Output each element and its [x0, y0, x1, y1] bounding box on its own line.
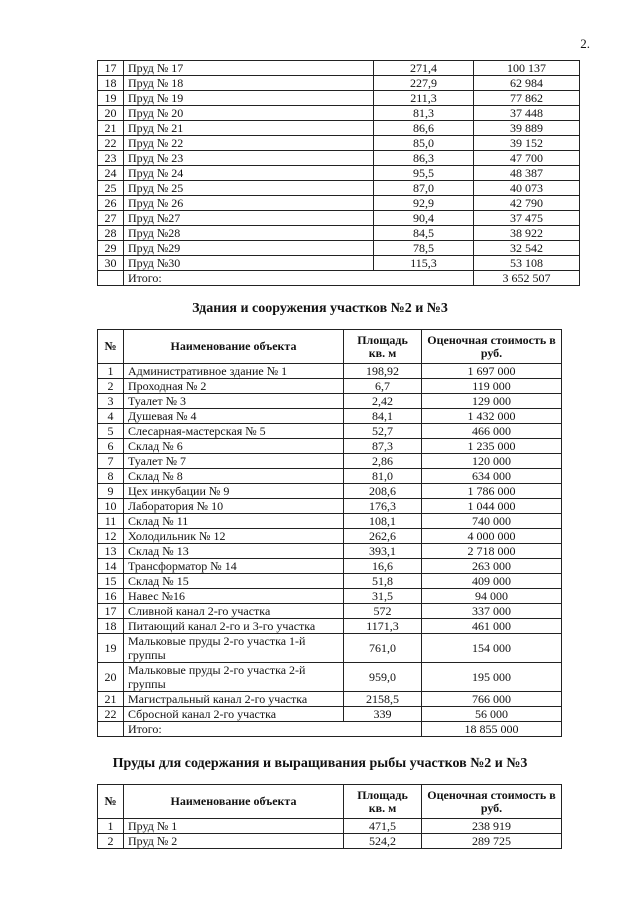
- row-name: Питающий канал 2-го и 3-го участка: [124, 619, 344, 634]
- row-value: 53 108: [474, 256, 580, 271]
- table-row: [98, 514, 562, 529]
- row-value: 47 700: [474, 151, 580, 166]
- row-value: 37 475: [474, 211, 580, 226]
- section-title-buildings: Здания и сооружения участков №2 и №3: [192, 301, 448, 316]
- header-area: Площадь кв. м: [344, 785, 422, 819]
- row-name: Пруд № 23: [124, 151, 374, 166]
- table-row: [98, 454, 562, 469]
- row-name: Пруд № 2: [124, 834, 344, 849]
- row-value: 129 000: [422, 394, 562, 409]
- row-value: 766 000: [422, 692, 562, 707]
- page-number: 2.: [580, 36, 590, 51]
- row-value: 1 697 000: [422, 364, 562, 379]
- row-value: 56 000: [422, 707, 562, 722]
- row-name: Трансформатор № 14: [124, 559, 344, 574]
- row-value: 120 000: [422, 454, 562, 469]
- row-number: 6: [98, 439, 124, 454]
- row-number: 22: [98, 136, 124, 151]
- row-area: 572: [344, 604, 422, 619]
- row-name: Душевая № 4: [124, 409, 344, 424]
- row-name: Административное здание № 1: [124, 364, 344, 379]
- header-number: №: [98, 785, 124, 819]
- row-name: Пруд № 20: [124, 106, 374, 121]
- row-number: 17: [98, 604, 124, 619]
- row-value: 39 889: [474, 121, 580, 136]
- row-number: 17: [98, 61, 124, 76]
- row-area: 471,5: [344, 819, 422, 834]
- row-area: 393,1: [344, 544, 422, 559]
- total-row: [98, 271, 580, 286]
- row-name: Туалет № 7: [124, 454, 344, 469]
- row-value: 4 000 000: [422, 529, 562, 544]
- table-row: [98, 166, 580, 181]
- row-name: Слесарная-мастерская № 5: [124, 424, 344, 439]
- row-name: Сбросной канал 2-го участка: [124, 707, 344, 722]
- row-value: 2 718 000: [422, 544, 562, 559]
- row-area: 81,0: [344, 469, 422, 484]
- row-area: 198,92: [344, 364, 422, 379]
- row-name: Пруд № 1: [124, 819, 344, 834]
- table-row: [98, 439, 562, 454]
- row-value: 740 000: [422, 514, 562, 529]
- row-value: 466 000: [422, 424, 562, 439]
- table-row: [98, 634, 562, 663]
- row-number: 5: [98, 424, 124, 439]
- row-name: Пруд № 19: [124, 91, 374, 106]
- row-area: 339: [344, 707, 422, 722]
- row-area: 90,4: [374, 211, 474, 226]
- section-title-ponds: Пруды для содержания и выращивания рыбы участков №2 и №3: [112, 756, 528, 771]
- row-number: 16: [98, 589, 124, 604]
- row-area: 51,8: [344, 574, 422, 589]
- row-number: 27: [98, 211, 124, 226]
- table-row: [98, 196, 580, 211]
- row-name: Пруд № 25: [124, 181, 374, 196]
- row-area: 2158,5: [344, 692, 422, 707]
- row-name: Пруд № 18: [124, 76, 374, 91]
- row-number: 7: [98, 454, 124, 469]
- row-area: 84,5: [374, 226, 474, 241]
- row-number: 9: [98, 484, 124, 499]
- row-area: 761,0: [344, 634, 422, 663]
- row-number: 3: [98, 394, 124, 409]
- row-name: Проходная № 2: [124, 379, 344, 394]
- row-area: 87,3: [344, 439, 422, 454]
- table-row: [98, 559, 562, 574]
- row-number: 8: [98, 469, 124, 484]
- row-number: 15: [98, 574, 124, 589]
- table-row: [98, 121, 580, 136]
- row-value: 38 922: [474, 226, 580, 241]
- row-name: Склад № 13: [124, 544, 344, 559]
- row-value: 62 984: [474, 76, 580, 91]
- row-value: 154 000: [422, 634, 562, 663]
- row-name: Пруд №28: [124, 226, 374, 241]
- table-row: [98, 707, 562, 722]
- table-row: [98, 76, 580, 91]
- row-value: 263 000: [422, 559, 562, 574]
- row-value: 94 000: [422, 589, 562, 604]
- table-row: [98, 409, 562, 424]
- table-row: [98, 819, 562, 834]
- table-row: [98, 424, 562, 439]
- row-area: 108,1: [344, 514, 422, 529]
- row-value: 1 235 000: [422, 439, 562, 454]
- row-name: Навес №16: [124, 589, 344, 604]
- row-value: 77 862: [474, 91, 580, 106]
- row-area: 86,3: [374, 151, 474, 166]
- row-area: 262,6: [344, 529, 422, 544]
- table-row: [98, 226, 580, 241]
- row-number: 19: [98, 634, 124, 663]
- row-value: 409 000: [422, 574, 562, 589]
- row-name: Цех инкубации № 9: [124, 484, 344, 499]
- row-area: 95,5: [374, 166, 474, 181]
- table-row: [98, 379, 562, 394]
- row-number: 11: [98, 514, 124, 529]
- row-value: 42 790: [474, 196, 580, 211]
- table-row: [98, 544, 562, 559]
- row-name: Сливной канал 2-го участка: [124, 604, 344, 619]
- table-row: [98, 469, 562, 484]
- table-row: [98, 61, 580, 76]
- row-area: 115,3: [374, 256, 474, 271]
- row-name: Пруд № 21: [124, 121, 374, 136]
- row-name: Пруд №30: [124, 256, 374, 271]
- ponds-table: [97, 784, 562, 849]
- row-value: 40 073: [474, 181, 580, 196]
- table-row: [98, 692, 562, 707]
- table-row: [98, 499, 562, 514]
- buildings-table: [97, 329, 562, 737]
- row-value: 238 919: [422, 819, 562, 834]
- table-row: [98, 241, 580, 256]
- row-value: 119 000: [422, 379, 562, 394]
- table-row: [98, 91, 580, 106]
- row-value: 289 725: [422, 834, 562, 849]
- row-value: 32 542: [474, 241, 580, 256]
- table-row: [98, 211, 580, 226]
- row-number: 10: [98, 499, 124, 514]
- row-area: 959,0: [344, 663, 422, 692]
- row-number: 30: [98, 256, 124, 271]
- row-name: Пруд № 26: [124, 196, 374, 211]
- row-number: 26: [98, 196, 124, 211]
- total-empty-cell: [98, 271, 124, 286]
- row-area: 227,9: [374, 76, 474, 91]
- table-row: [98, 151, 580, 166]
- table-row: [98, 181, 580, 196]
- row-number: 20: [98, 106, 124, 121]
- table-row: [98, 619, 562, 634]
- table-row: [98, 604, 562, 619]
- row-name: Пруд № 22: [124, 136, 374, 151]
- row-number: 14: [98, 559, 124, 574]
- row-value: 48 387: [474, 166, 580, 181]
- row-number: 2: [98, 834, 124, 849]
- row-value: 1 044 000: [422, 499, 562, 514]
- row-number: 12: [98, 529, 124, 544]
- row-name: Холодильник № 12: [124, 529, 344, 544]
- row-name: Склад № 8: [124, 469, 344, 484]
- row-number: 21: [98, 692, 124, 707]
- row-area: 176,3: [344, 499, 422, 514]
- row-name: Магистральный канал 2-го участка: [124, 692, 344, 707]
- table-row: [98, 364, 562, 379]
- table-row: [98, 256, 580, 271]
- header-value: Оценочная стоимость в руб.: [422, 785, 562, 819]
- row-area: 208,6: [344, 484, 422, 499]
- row-value: 37 448: [474, 106, 580, 121]
- ponds-table-continued: [97, 60, 580, 286]
- total-empty-cell: [98, 722, 124, 737]
- header-area: Площадь кв. м: [344, 330, 422, 364]
- total-label: Итого:: [124, 271, 474, 286]
- row-area: 84,1: [344, 409, 422, 424]
- row-number: 20: [98, 663, 124, 692]
- header-name: Наименование объекта: [124, 330, 344, 364]
- row-number: 1: [98, 364, 124, 379]
- row-number: 2: [98, 379, 124, 394]
- row-name: Пруд № 17: [124, 61, 374, 76]
- row-value: 39 152: [474, 136, 580, 151]
- row-area: 85,0: [374, 136, 474, 151]
- total-row: [98, 722, 562, 737]
- row-area: 16,6: [344, 559, 422, 574]
- row-number: 13: [98, 544, 124, 559]
- row-number: 4: [98, 409, 124, 424]
- table-row: [98, 834, 562, 849]
- row-value: 100 137: [474, 61, 580, 76]
- header-name: Наименование объекта: [124, 785, 344, 819]
- row-area: 1171,3: [344, 619, 422, 634]
- total-label: Итого:: [124, 722, 422, 737]
- row-name: Туалет № 3: [124, 394, 344, 409]
- total-value: 3 652 507: [474, 271, 580, 286]
- row-value: 1 786 000: [422, 484, 562, 499]
- row-number: 19: [98, 91, 124, 106]
- row-name: Склад № 15: [124, 574, 344, 589]
- table-row: [98, 589, 562, 604]
- row-number: 21: [98, 121, 124, 136]
- row-name: Мальковые пруды 2-го участка 2-й группы: [124, 663, 344, 692]
- row-number: 24: [98, 166, 124, 181]
- row-number: 1: [98, 819, 124, 834]
- row-area: 31,5: [344, 589, 422, 604]
- row-name: Склад № 6: [124, 439, 344, 454]
- row-number: 18: [98, 76, 124, 91]
- row-area: 78,5: [374, 241, 474, 256]
- table-row: [98, 136, 580, 151]
- row-name: Пруд № 24: [124, 166, 374, 181]
- row-area: 6,7: [344, 379, 422, 394]
- row-area: 211,3: [374, 91, 474, 106]
- row-area: 87,0: [374, 181, 474, 196]
- header-number: №: [98, 330, 124, 364]
- row-name: Мальковые пруды 2-го участка 1-й группы: [124, 634, 344, 663]
- row-area: 81,3: [374, 106, 474, 121]
- table-row: [98, 529, 562, 544]
- row-number: 25: [98, 181, 124, 196]
- row-value: 1 432 000: [422, 409, 562, 424]
- table-row: [98, 574, 562, 589]
- row-area: 2,42: [344, 394, 422, 409]
- row-value: 195 000: [422, 663, 562, 692]
- table-row: [98, 663, 562, 692]
- table-row: [98, 484, 562, 499]
- row-number: 29: [98, 241, 124, 256]
- row-area: 271,4: [374, 61, 474, 76]
- row-name: Склад № 11: [124, 514, 344, 529]
- header-value: Оценочная стоимость в руб.: [422, 330, 562, 364]
- row-area: 2,86: [344, 454, 422, 469]
- row-number: 18: [98, 619, 124, 634]
- row-value: 461 000: [422, 619, 562, 634]
- row-area: 86,6: [374, 121, 474, 136]
- row-value: 337 000: [422, 604, 562, 619]
- row-area: 52,7: [344, 424, 422, 439]
- row-number: 23: [98, 151, 124, 166]
- row-number: 28: [98, 226, 124, 241]
- table-row: [98, 106, 580, 121]
- table-row: [98, 394, 562, 409]
- row-name: Лаборатория № 10: [124, 499, 344, 514]
- row-area: 92,9: [374, 196, 474, 211]
- row-area: 524,2: [344, 834, 422, 849]
- row-name: Пруд №29: [124, 241, 374, 256]
- row-name: Пруд №27: [124, 211, 374, 226]
- row-number: 22: [98, 707, 124, 722]
- row-value: 634 000: [422, 469, 562, 484]
- total-value: 18 855 000: [422, 722, 562, 737]
